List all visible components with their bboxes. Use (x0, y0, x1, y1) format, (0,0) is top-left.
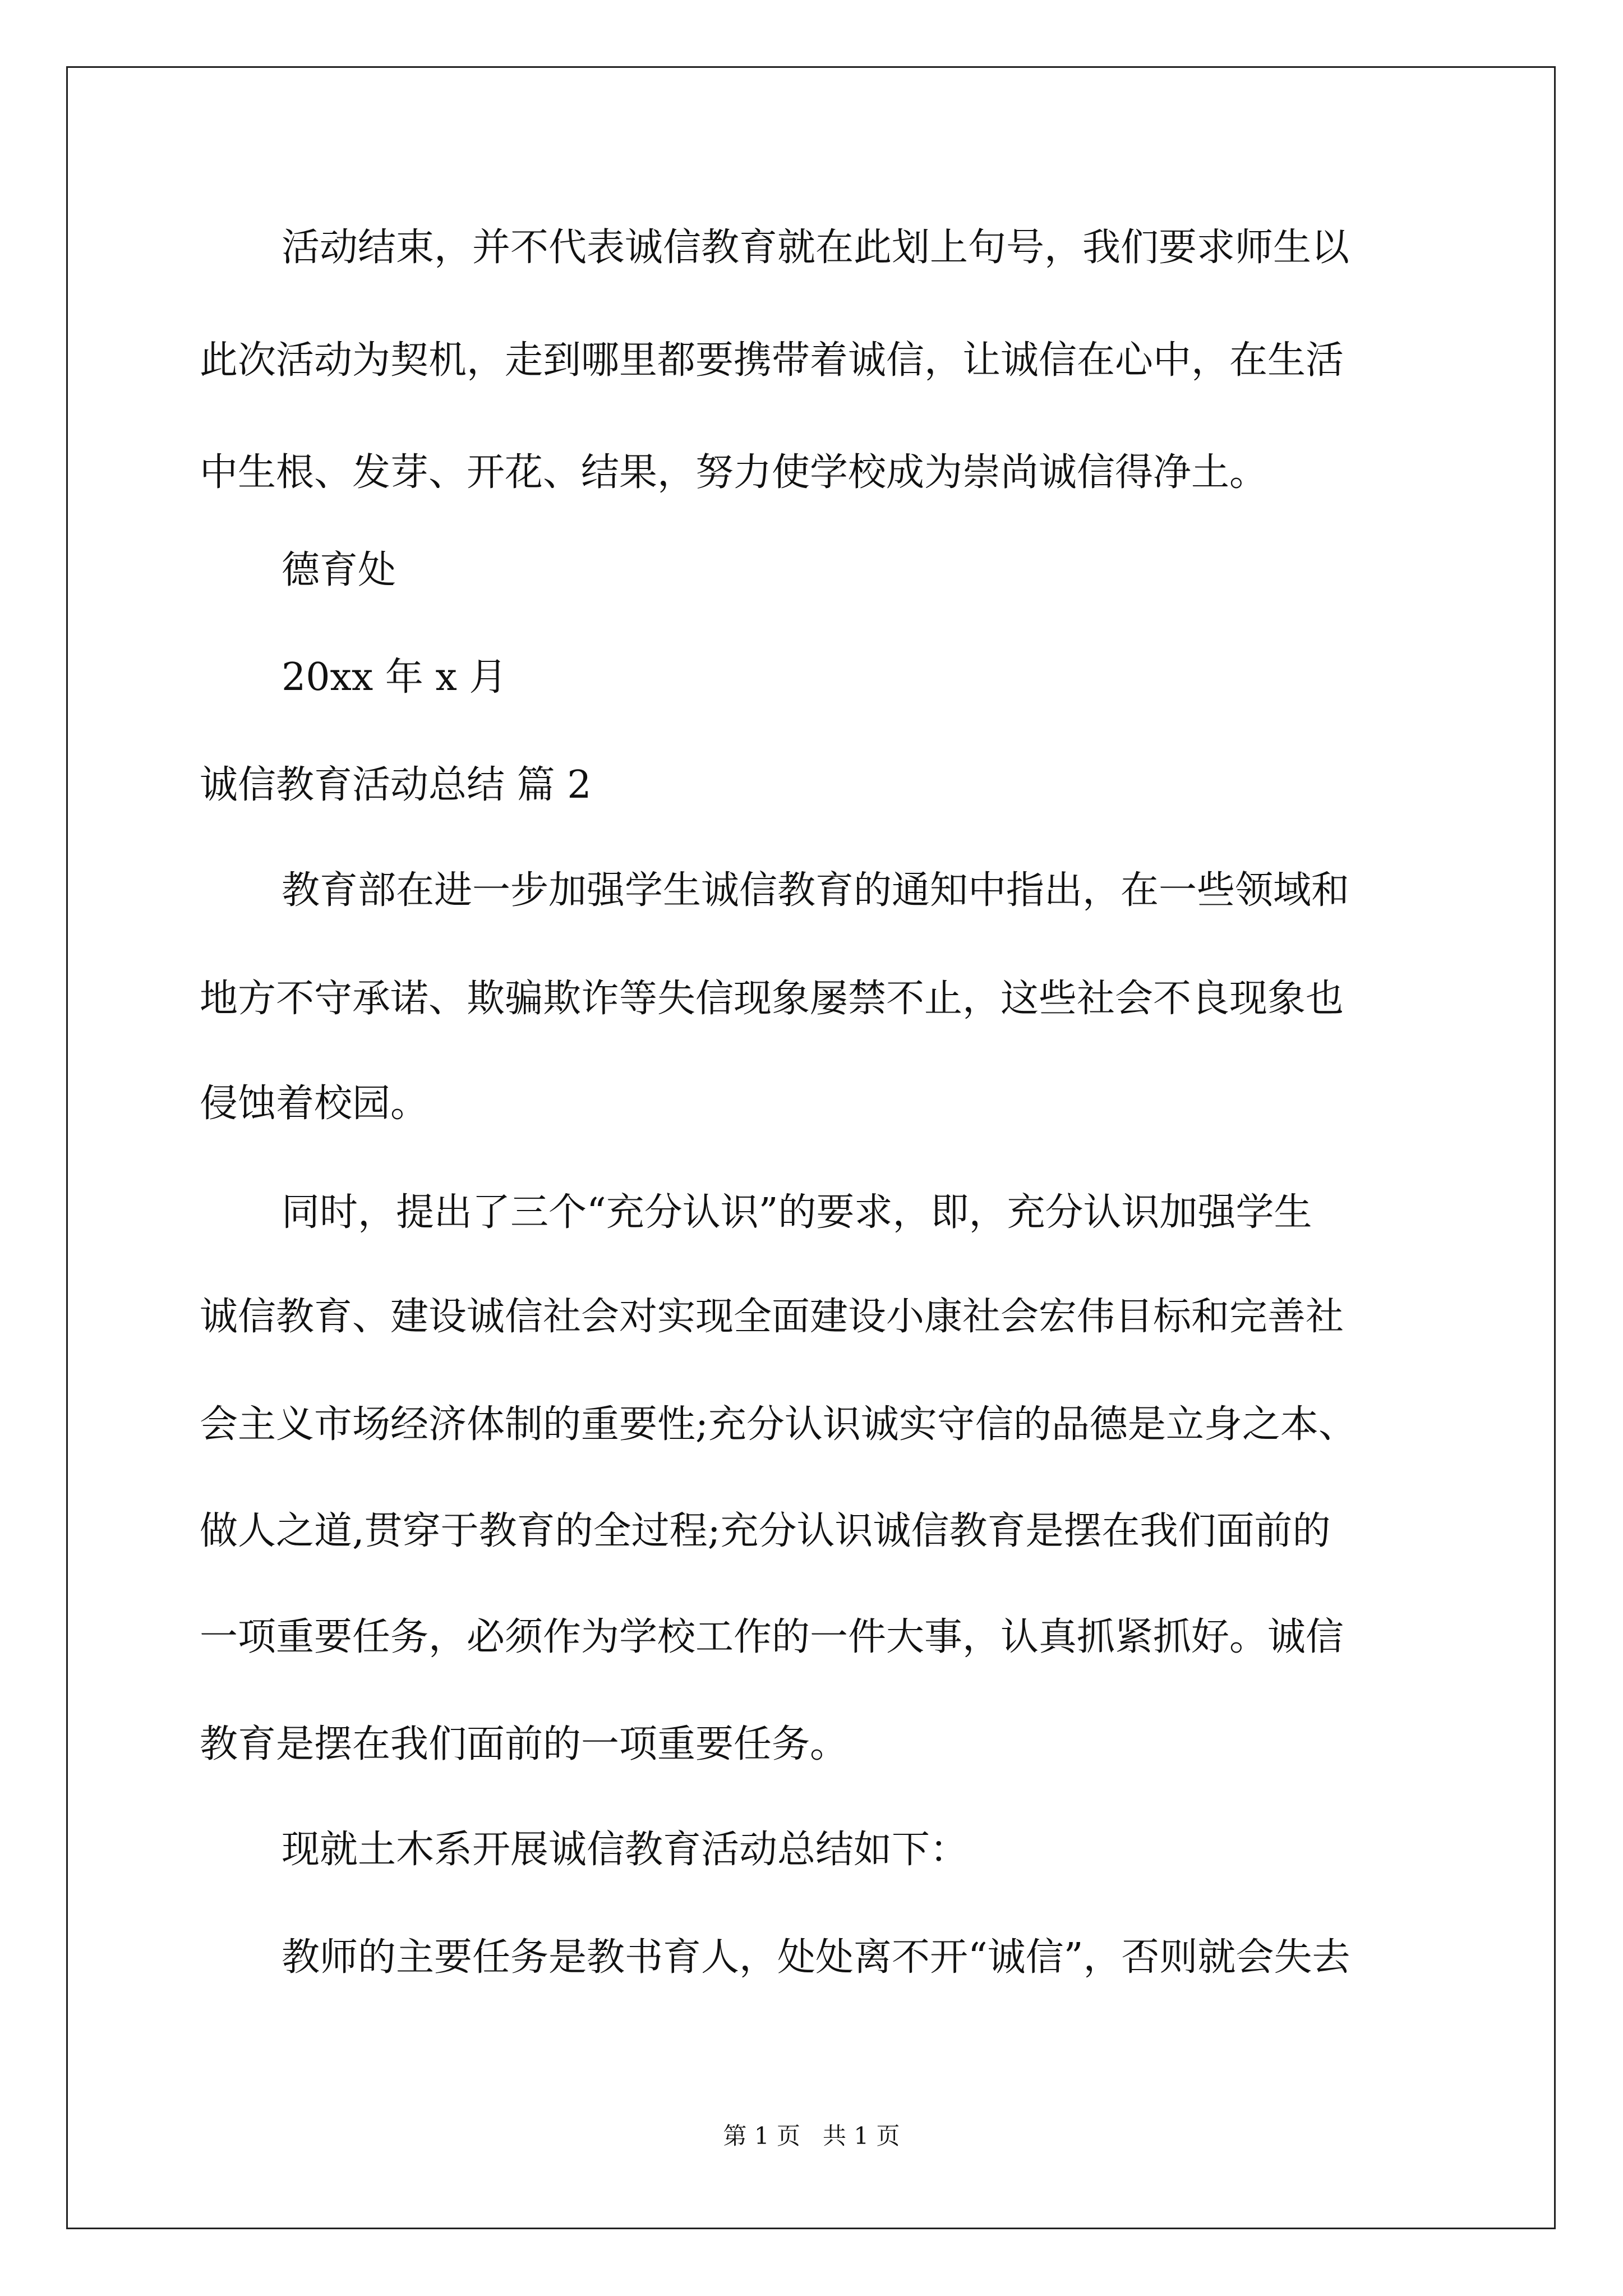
paragraph-3-line-4: 做人之道,贯穿于教育的全过程;充分认识诚信教育是摆在我们面前的 (200, 1509, 1331, 1553)
paragraph-3-line-5: 一项重要任务，必须作为学校工作的一件大事，认真抓紧抓好。诚信 (200, 1615, 1344, 1659)
signature-department: 德育处 (282, 548, 396, 592)
paragraph-3-line-1: 同时，提出了三个“充分认识”的要求，即，充分认识加强学生 (282, 1190, 1312, 1235)
paragraph-2-line-3: 侵蚀着校园。 (200, 1082, 429, 1126)
paragraph-1-line-3: 中生根、发芽、开花、结果，努力使学校成为崇尚诚信得净土。 (200, 450, 1268, 495)
paragraph-1-line-1: 活动结束，并不代表诚信教育就在此划上句号，我们要求师生以 (282, 226, 1350, 270)
page-footer: 第 1 页 共 1 页 (723, 2122, 900, 2150)
paragraph-1-line-2: 此次活动为契机，走到哪里都要携带着诚信，让诚信在心中，在生活 (200, 338, 1344, 383)
paragraph-3-line-6: 教育是摆在我们面前的一项重要任务。 (200, 1722, 849, 1766)
section-title: 诚信教育活动总结 篇 2 (200, 763, 592, 807)
paragraph-2-line-1: 教育部在进一步加强学生诚信教育的通知中指出，在一些领域和 (282, 868, 1350, 913)
signature-date: 20xx 年 x 月 (282, 655, 508, 700)
paragraph-5-line-1: 教师的主要任务是教书育人，处处离不开“诚信”，否则就会失去 (282, 1935, 1350, 1980)
paragraph-2-line-2: 地方不守承诺、欺骗欺诈等失信现象屡禁不止，这些社会不良现象也 (200, 977, 1344, 1021)
paragraph-3-line-3: 会主义市场经济体制的重要性;充分认识诚实守信的品德是立身之本、 (200, 1402, 1357, 1447)
paragraph-4-line-1: 现就土木系开展诚信教育活动总结如下： (282, 1828, 969, 1872)
paragraph-3-line-2: 诚信教育、建设诚信社会对实现全面建设小康社会宏伟目标和完善社 (200, 1295, 1344, 1339)
page-border (66, 66, 1556, 2229)
